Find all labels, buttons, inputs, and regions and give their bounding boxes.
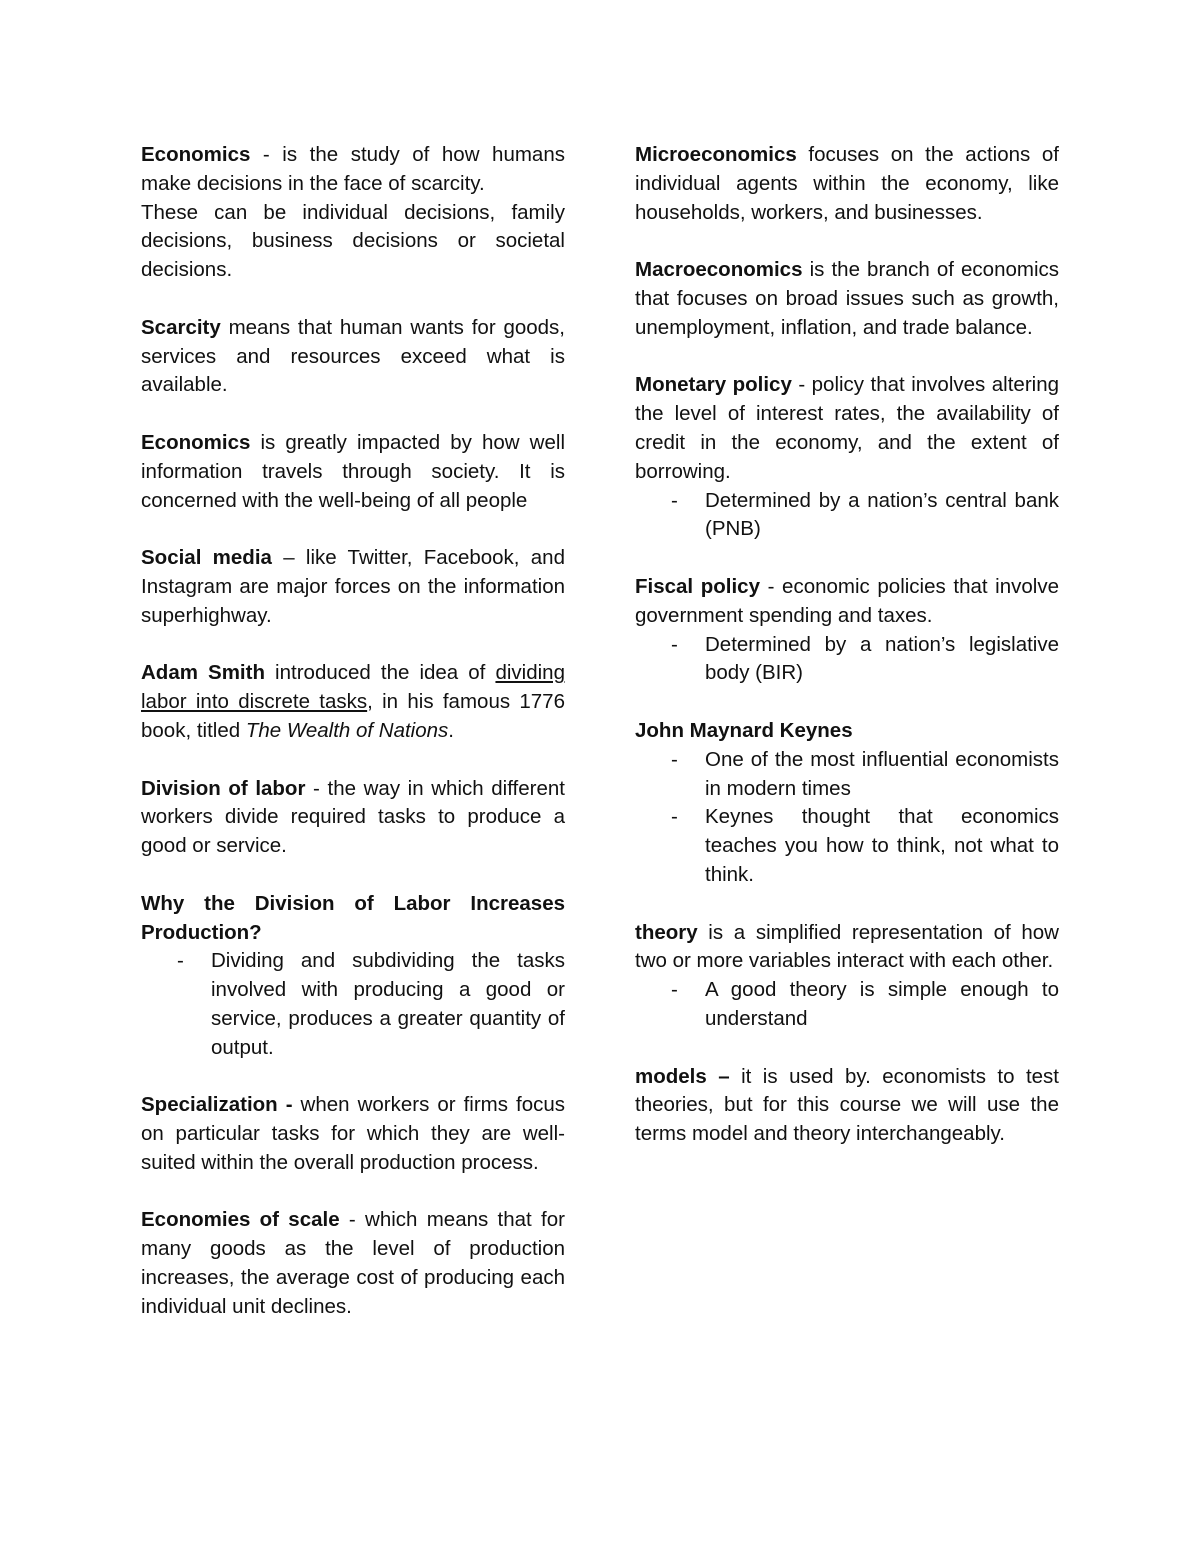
fiscal-policy-text: - economic policies that involve government spending and taxes. — [635, 574, 1059, 627]
fiscal-policy-definition — [635, 573, 1059, 631]
dash-bullet: - — [671, 805, 678, 829]
keynes-heading: John Maynard Keynes — [635, 718, 853, 742]
term-social-media: Social media — [141, 546, 272, 570]
term-macroeconomics: Macroeconomics — [635, 258, 803, 282]
right-column — [635, 141, 1059, 1178]
why-division-list — [141, 947, 565, 1062]
macroeconomics-text: is the branch of economics that focuses on broad issues such as growth, unemployment, inflation, and trade balance. — [635, 258, 1059, 339]
list-item — [635, 976, 1059, 1034]
term-fiscal-policy: Fiscal policy — [635, 574, 760, 598]
economics-decisions: These can be individual decisions, family decisions, business decisions or societal decisions. — [141, 200, 565, 282]
list-item-text: Determined by a nation’s central bank (PNB) — [705, 488, 1059, 541]
social-media-text: – like Twitter, Facebook, and Instagram are major forces on the information superhighway. — [141, 546, 565, 627]
microeconomics-text: focuses on the actions of individual agents within the economy, like households, workers, and businesses. — [635, 143, 1059, 224]
dash-bullet: - — [671, 632, 678, 656]
list-item-text: Dividing and subdividing the tasks involved with producing a good or service, produces a greater quantity of output. — [211, 949, 565, 1059]
economies-of-scale-definition — [141, 1206, 565, 1321]
book-title: The Wealth of Nations — [245, 718, 449, 742]
term-economics-info: Economics — [141, 430, 251, 454]
specialization-definition — [141, 1091, 565, 1177]
monetary-policy-list — [635, 487, 1059, 545]
dash-bullet: - — [671, 978, 678, 1002]
theory-definition — [635, 919, 1059, 977]
adam-smith-text-1: introduced the idea of — [264, 661, 496, 685]
theory-text: is a simplified representation of how two or more variables interact with each other. — [635, 920, 1059, 973]
why-division-heading: Why the Division of Labor Increases Production? — [141, 891, 565, 944]
left-column — [141, 141, 565, 1350]
scarcity-text: means that human wants for goods, services and resources exceed what is available. — [141, 315, 565, 397]
term-scarcity: Scarcity — [141, 315, 221, 339]
monetary-policy-definition — [635, 371, 1059, 486]
economies-of-scale-text: - which means that for many goods as the level of production increases, the average cost of producing each individual unit declines. — [141, 1208, 565, 1318]
list-item-text: Keynes thought that economics teaches you how to think, not what to think. — [705, 805, 1059, 886]
theory-list — [635, 976, 1059, 1034]
economics-info-text: is greatly impacted by how well information travels through society. It is concerned with the well-being of all people — [141, 430, 565, 512]
term-theory: theory — [635, 920, 698, 944]
list-item — [141, 947, 565, 1062]
adam-smith-underlined: dividing labor into discrete tasks — [141, 661, 565, 714]
list-item — [635, 631, 1059, 689]
term-adam-smith: Adam Smith — [141, 661, 265, 685]
keynes-list — [635, 746, 1059, 890]
term-models: models – — [635, 1064, 730, 1088]
term-specialization: Specialization - — [141, 1093, 293, 1117]
economics-information — [141, 429, 565, 515]
division-of-labor-text: - the way in which different workers divide required tasks to produce a good or service. — [141, 776, 565, 858]
social-media-definition — [141, 544, 565, 630]
adam-smith-paragraph — [141, 659, 565, 745]
term-microeconomics: Microeconomics — [635, 143, 797, 166]
term-economics: Economics — [141, 143, 251, 166]
list-item-text: One of the most influential economists in modern times — [705, 747, 1059, 800]
list-item — [635, 487, 1059, 545]
list-item — [635, 746, 1059, 804]
term-division-of-labor: Division of labor — [141, 776, 306, 800]
list-item — [635, 803, 1059, 889]
adam-smith-text-3: . — [448, 718, 454, 742]
macroeconomics-definition — [635, 256, 1059, 342]
list-item-text: Determined by a nation’s legislative body (BIR) — [705, 632, 1059, 685]
dash-bullet: - — [671, 747, 678, 771]
economics-definition — [141, 141, 565, 199]
adam-smith-text-2: , in his famous 1776 book, titled — [141, 690, 565, 742]
fiscal-policy-list — [635, 631, 1059, 689]
division-of-labor-definition — [141, 775, 565, 861]
models-definition — [635, 1063, 1059, 1149]
models-text: it is used by. economists to test theories, but for this course we will use the terms model and theory interchangeably. — [635, 1064, 1059, 1146]
specialization-text: when workers or firms focus on particular tasks for which they are well-suited within the overall production process. — [141, 1093, 565, 1174]
microeconomics-definition — [635, 141, 1059, 227]
dash-bullet: - — [671, 488, 678, 512]
economics-definition-text: - is the study of how humans make decisions in the face of scarcity. — [141, 143, 565, 195]
term-economies-of-scale: Economies of scale — [141, 1208, 340, 1232]
monetary-policy-text: - policy that involves altering the level of interest rates, the availability of credit in the economy, and the extent of borrowing. — [635, 373, 1059, 483]
term-monetary-policy: Monetary policy — [635, 373, 792, 397]
dash-bullet: - — [177, 949, 184, 973]
list-item-text: A good theory is simple enough to understand — [705, 978, 1059, 1030]
scarcity-definition — [141, 314, 565, 400]
